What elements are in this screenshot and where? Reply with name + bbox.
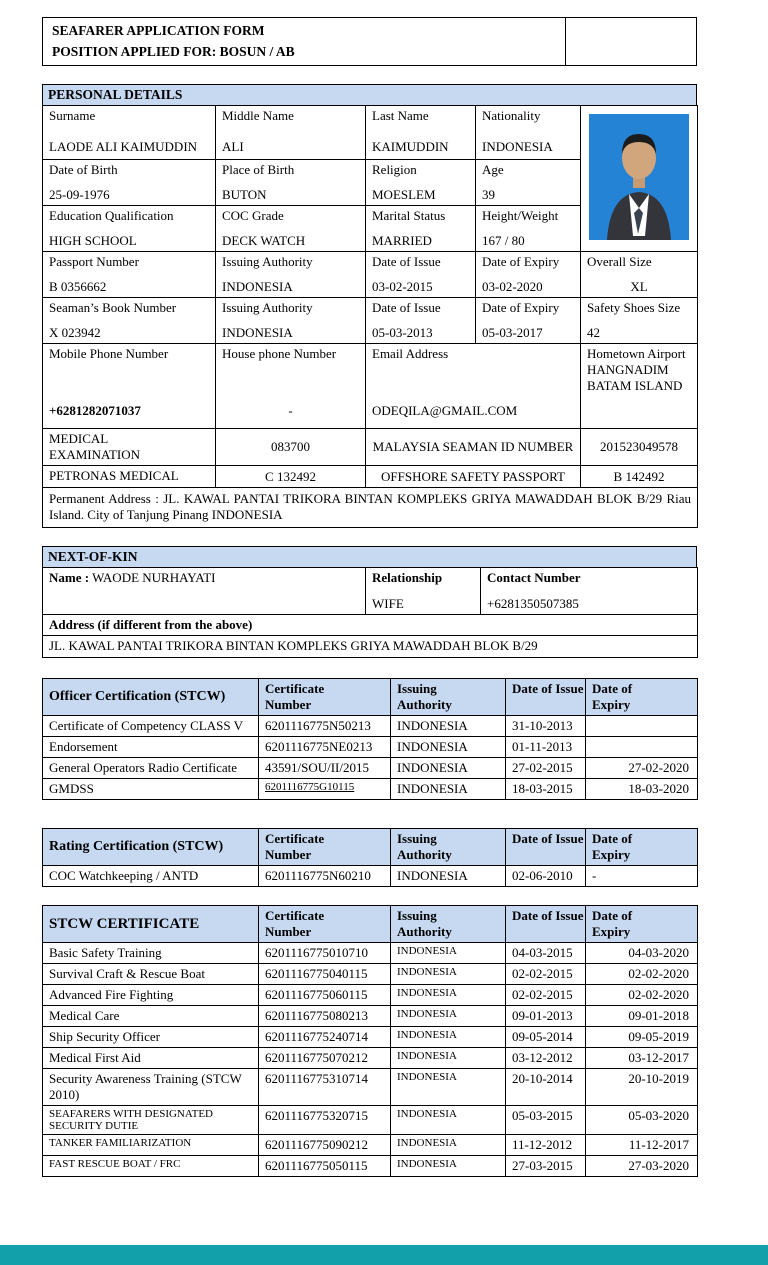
next-of-kin-header: NEXT-OF-KIN [42, 546, 697, 568]
cert-issue-date: 20-10-2014 [506, 1069, 586, 1106]
seaman-book-value: X 023942 [49, 325, 101, 340]
petronas-medical-cell [43, 466, 216, 488]
middle-name-cell [216, 106, 366, 160]
education-value: HIGH SCHOOL [49, 233, 137, 248]
footer-bar [0, 1245, 768, 1265]
cert-name: COC Watchkeeping / ANTD [43, 866, 259, 887]
cert-expiry-date: 27-02-2020 [586, 758, 698, 779]
table-row [43, 1069, 698, 1106]
header-date-of-expiry [586, 679, 698, 716]
email-label: Email Address [372, 346, 449, 361]
cert-expiry-date: 04-03-2020 [586, 943, 698, 964]
kin-relationship-cell [366, 568, 481, 615]
kin-address-label-cell: Address (if different from the above) [43, 615, 698, 636]
overall-size-cell [581, 252, 698, 298]
cert-authority: INDONESIA [391, 1069, 506, 1106]
table-row [43, 779, 698, 800]
cert-authority: INDONESIA [391, 1006, 506, 1027]
religion-cell [366, 160, 476, 206]
table-row [43, 252, 698, 298]
header-date-of-expiry [586, 906, 698, 943]
book-authority-value: INDONESIA [222, 325, 293, 340]
cert-issue-date: 02-02-2015 [506, 985, 586, 1006]
next-of-kin-table [42, 567, 698, 658]
surname-label: Surname [49, 108, 96, 123]
header-date-of-expiry [586, 829, 698, 866]
cert-issue-date: 02-02-2015 [506, 964, 586, 985]
cert-name: FAST RESCUE BOAT / FRC [43, 1156, 259, 1177]
book-authority-cell [216, 298, 366, 344]
kin-name-value: WAODE NURHAYATI [92, 570, 216, 585]
header-label: Issuing Authority [397, 831, 452, 862]
cert-number: 6201116775010710 [259, 943, 391, 964]
cert-number: 6201116775050115 [259, 1156, 391, 1177]
passport-issue-label: Date of Issue [372, 254, 441, 269]
marital-status-cell [366, 206, 476, 252]
malaysia-id-label: MALAYSIA SEAMAN ID NUMBER [372, 439, 574, 454]
cert-issue-date: 27-02-2015 [506, 758, 586, 779]
table-row [43, 488, 698, 528]
cert-name: Security Awareness Training (STCW 2010) [43, 1069, 259, 1106]
cert-authority: INDONESIA [391, 1027, 506, 1048]
header-label: Certificate Number [265, 908, 325, 939]
hometown-airport-label: Hometown Airport HANGNADIM BATAM ISLAND [587, 346, 686, 393]
cert-expiry-date: 11-12-2017 [586, 1135, 698, 1156]
age-value: 39 [482, 187, 495, 202]
table-row [43, 568, 698, 615]
age-label: Age [482, 162, 504, 177]
header-date-of-issue [506, 679, 586, 716]
header-label: Date of Expiry [592, 831, 633, 862]
surname-value: LAODE ALI KAIMUDDIN [49, 139, 198, 154]
cert-name: Certificate of Competency CLASS V [43, 716, 259, 737]
cert-authority: INDONESIA [391, 943, 506, 964]
religion-value: MOESLEM [372, 187, 436, 202]
cert-expiry-date: 02-02-2020 [586, 985, 698, 1006]
house-phone-value: - [288, 403, 293, 418]
mobile-phone-label: Mobile Phone Number [49, 346, 169, 361]
cert-issue-date: 03-12-2012 [506, 1048, 586, 1069]
passport-expiry-cell [476, 252, 581, 298]
cert-name: Ship Security Officer [43, 1027, 259, 1048]
cert-issue-date: 31-10-2013 [506, 716, 586, 737]
cert-issue-date: 09-05-2014 [506, 1027, 586, 1048]
overall-size-value: XL [630, 279, 648, 294]
kin-name-label: Name : [49, 570, 90, 585]
height-weight-cell [476, 206, 581, 252]
cert-number: 6201116775320715 [259, 1106, 391, 1135]
cert-name: Medical First Aid [43, 1048, 259, 1069]
cert-expiry-date [586, 716, 698, 737]
table-row [43, 636, 698, 658]
cert-expiry-date: 09-05-2019 [586, 1027, 698, 1048]
cert-issue-date: 02-06-2010 [506, 866, 586, 887]
table-header-row [43, 906, 698, 943]
cert-number: 6201116775080213 [259, 1006, 391, 1027]
header-label: Issuing Authority [397, 908, 452, 939]
cert-number: 6201116775240714 [259, 1027, 391, 1048]
form-header [42, 17, 697, 66]
email-value: ODEQILA@GMAIL.COM [372, 403, 518, 418]
middle-name-value: ALI [222, 139, 244, 154]
seaman-book-cell [43, 298, 216, 344]
table-row [43, 1106, 698, 1135]
cert-authority: INDONESIA [391, 1106, 506, 1135]
cert-name: Endorsement [43, 737, 259, 758]
shoes-size-label: Safety Shoes Size [587, 300, 681, 315]
cert-number: 6201116775310714 [259, 1069, 391, 1106]
applicant-photo-cell [581, 106, 698, 252]
header-label: Certificate Number [265, 831, 325, 862]
cert-expiry-date: 20-10-2019 [586, 1069, 698, 1106]
cert-authority: INDONESIA [391, 1156, 506, 1177]
book-issue-label: Date of Issue [372, 300, 441, 315]
kin-name-cell [43, 568, 366, 615]
medical-exam-cell [43, 429, 216, 466]
shoes-size-cell [581, 298, 698, 344]
header-certificate-number [259, 829, 391, 866]
kin-address-value-cell: JL. KAWAL PANTAI TRIKORA BINTAN KOMPLEKS GRIYA MAWADDAH BLOK B/29 [43, 636, 698, 658]
table-row [43, 985, 698, 1006]
cert-number: 6201116775040115 [259, 964, 391, 985]
header-date-of-issue [506, 906, 586, 943]
malaysia-id-number-cell [581, 429, 698, 466]
passport-expiry-value: 03-02-2020 [482, 279, 543, 294]
malaysia-id-number: 201523049578 [600, 439, 678, 454]
seaman-book-label: Seaman’s Book Number [49, 300, 177, 315]
cert-authority: INDONESIA [391, 716, 506, 737]
cert-expiry-date: 02-02-2020 [586, 964, 698, 985]
table-row [43, 758, 698, 779]
form-header-text [43, 18, 565, 65]
offshore-passport-label-cell [366, 466, 581, 488]
table-header-row [43, 829, 698, 866]
table-row [43, 1135, 698, 1156]
header-date-of-issue [506, 829, 586, 866]
applicant-photo [589, 114, 689, 240]
date-of-birth-value: 25-09-1976 [49, 187, 110, 202]
cert-name: Medical Care [43, 1006, 259, 1027]
header-label: Date of Issue [512, 831, 584, 846]
form-title: SEAFARER APPLICATION FORM [52, 23, 265, 38]
table-row [43, 466, 698, 488]
cert-number: 6201116775NE0213 [259, 737, 391, 758]
cert-number: 6201116775N50213 [259, 716, 391, 737]
book-expiry-label: Date of Expiry [482, 300, 560, 315]
shoes-size-value: 42 [587, 325, 600, 340]
malaysia-id-label-cell [366, 429, 581, 466]
cert-number: 43591/SOU/II/2015 [259, 758, 391, 779]
cert-issue-date: 09-01-2013 [506, 1006, 586, 1027]
house-phone-cell [216, 344, 366, 429]
position-applied: POSITION APPLIED FOR: BOSUN / AB [52, 44, 295, 59]
cert-name: General Operators Radio Certificate [43, 758, 259, 779]
table-row [43, 429, 698, 466]
date-of-birth-cell [43, 160, 216, 206]
cert-name: GMDSS [43, 779, 259, 800]
cert-authority: INDONESIA [391, 737, 506, 758]
kin-contact-value: +6281350507385 [487, 596, 579, 611]
last-name-value: KAIMUDDIN [372, 139, 449, 154]
religion-label: Religion [372, 162, 417, 177]
date-of-birth-label: Date of Birth [49, 162, 118, 177]
passport-issue-value: 03-02-2015 [372, 279, 433, 294]
cert-expiry-date [586, 737, 698, 758]
mobile-phone-value: +6281282071037 [49, 403, 141, 418]
cert-expiry-date: 05-03-2020 [586, 1106, 698, 1135]
nationality-label: Nationality [482, 108, 541, 123]
header-issuing-authority [391, 679, 506, 716]
offshore-passport-number: B 142492 [613, 468, 665, 484]
offshore-passport-number-cell [581, 466, 698, 488]
offshore-passport-label: OFFSHORE SAFETY PASSPORT [381, 468, 565, 484]
form-content [42, 17, 697, 1177]
cert-expiry-date: - [586, 866, 698, 887]
medical-exam-number-cell [216, 429, 366, 466]
middle-name-label: Middle Name [222, 108, 294, 123]
cert-authority: INDONESIA [391, 964, 506, 985]
cert-issue-date: 05-03-2015 [506, 1106, 586, 1135]
overall-size-label: Overall Size [587, 254, 652, 269]
officer-certification-table [42, 678, 698, 800]
header-label: Certificate Number [265, 681, 325, 712]
surname-cell [43, 106, 216, 160]
table-row [43, 1156, 698, 1177]
passport-authority-label: Issuing Authority [222, 254, 313, 269]
passport-number-cell [43, 252, 216, 298]
petronas-medical-label: PETRONAS MEDICAL [49, 468, 179, 483]
cert-expiry-date: 09-01-2018 [586, 1006, 698, 1027]
header-label: Date of Issue [512, 908, 584, 923]
personal-details-table [42, 105, 698, 528]
mobile-phone-cell [43, 344, 216, 429]
cert-expiry-date: 03-12-2017 [586, 1048, 698, 1069]
cert-name: Survival Craft & Rescue Boat [43, 964, 259, 985]
cert-expiry-date: 27-03-2020 [586, 1156, 698, 1177]
place-of-birth-cell [216, 160, 366, 206]
petronas-number: C 132492 [265, 468, 316, 484]
coc-grade-cell [216, 206, 366, 252]
header-issuing-authority [391, 906, 506, 943]
kin-relationship-label: Relationship [372, 570, 443, 585]
house-phone-label: House phone Number [222, 346, 337, 361]
passport-number-value: B 0356662 [49, 279, 107, 294]
table-row [43, 866, 698, 887]
cert-number: 6201116775090212 [259, 1135, 391, 1156]
header-label: Date of Expiry [592, 908, 633, 939]
cert-name: SEAFARERS WITH DESIGNATED SECURITY DUTIE [43, 1106, 259, 1135]
cert-expiry-date: 18-03-2020 [586, 779, 698, 800]
petronas-number-cell [216, 466, 366, 488]
cert-name: Basic Safety Training [43, 943, 259, 964]
passport-issue-cell [366, 252, 476, 298]
table-header-row [43, 679, 698, 716]
marital-status-label: Marital Status [372, 208, 446, 223]
officer-table-title: Officer Certification (STCW) [43, 679, 259, 716]
table-row [43, 737, 698, 758]
header-certificate-number [259, 679, 391, 716]
coc-grade-value: DECK WATCH [222, 233, 306, 248]
book-issue-cell [366, 298, 476, 344]
header-label: Issuing Authority [397, 681, 452, 712]
cert-number: 6201116775070212 [259, 1048, 391, 1069]
education-cell [43, 206, 216, 252]
age-cell [476, 160, 581, 206]
height-weight-label: Height/Weight [482, 208, 559, 223]
table-row [43, 716, 698, 737]
nationality-cell [476, 106, 581, 160]
stcw-certificate-table [42, 905, 698, 1177]
table-row [43, 344, 698, 429]
book-authority-label: Issuing Authority [222, 300, 313, 315]
stcw-table-title: STCW CERTIFICATE [43, 906, 259, 943]
header-certificate-number [259, 906, 391, 943]
cert-authority: INDONESIA [391, 985, 506, 1006]
table-row [43, 943, 698, 964]
passport-number-label: Passport Number [49, 254, 139, 269]
cert-authority: INDONESIA [391, 779, 506, 800]
cert-issue-date: 11-12-2012 [506, 1135, 586, 1156]
cert-authority: INDONESIA [391, 1135, 506, 1156]
coc-grade-label: COC Grade [222, 208, 284, 223]
place-of-birth-label: Place of Birth [222, 162, 295, 177]
last-name-label: Last Name [372, 108, 429, 123]
rating-table-title: Rating Certification (STCW) [43, 829, 259, 866]
last-name-cell [366, 106, 476, 160]
medical-exam-number: 083700 [271, 439, 310, 454]
cert-name: TANKER FAMILIARIZATION [43, 1135, 259, 1156]
header-empty-cell [565, 18, 696, 65]
table-row [43, 615, 698, 636]
cert-number: 6201116775N60210 [259, 866, 391, 887]
rating-certification-table [42, 828, 698, 887]
hometown-airport-cell [581, 344, 698, 429]
education-label: Education Qualification [49, 208, 174, 223]
kin-relationship-value: WIFE [372, 596, 404, 611]
cert-issue-date: 01-11-2013 [506, 737, 586, 758]
header-label: Date of Expiry [592, 681, 633, 712]
passport-authority-cell [216, 252, 366, 298]
book-issue-value: 05-03-2013 [372, 325, 433, 340]
book-expiry-cell [476, 298, 581, 344]
height-weight-value: 167 / 80 [482, 233, 525, 248]
email-cell [366, 344, 581, 429]
cert-name: Advanced Fire Fighting [43, 985, 259, 1006]
table-row [43, 1048, 698, 1069]
header-issuing-authority [391, 829, 506, 866]
table-row [43, 1006, 698, 1027]
kin-contact-cell [481, 568, 698, 615]
marital-status-value: MARRIED [372, 233, 432, 248]
table-row [43, 1027, 698, 1048]
table-row [43, 298, 698, 344]
personal-details-header: PERSONAL DETAILS [42, 84, 697, 106]
header-label: Date of Issue [512, 681, 584, 696]
passport-expiry-label: Date of Expiry [482, 254, 560, 269]
cert-issue-date: 04-03-2015 [506, 943, 586, 964]
book-expiry-value: 05-03-2017 [482, 325, 543, 340]
cert-issue-date: 18-03-2015 [506, 779, 586, 800]
passport-authority-value: INDONESIA [222, 279, 293, 294]
medical-exam-label: MEDICAL EXAMINATION [49, 431, 140, 462]
nationality-value: INDONESIA [482, 139, 553, 154]
cert-issue-date: 27-03-2015 [506, 1156, 586, 1177]
table-row [43, 964, 698, 985]
table-row [43, 106, 698, 160]
place-of-birth-value: BUTON [222, 187, 267, 202]
cert-authority: INDONESIA [391, 866, 506, 887]
cert-authority: INDONESIA [391, 1048, 506, 1069]
permanent-address-cell: Permanent Address : JL. KAWAL PANTAI TRIKORA BINTAN KOMPLEKS GRIYA MAWADDAH BLOK B/29 Riau Island. City of Tanjung Pinang INDONESIA [43, 488, 698, 528]
cert-number: 6201116775060115 [259, 985, 391, 1006]
kin-contact-label: Contact Number [487, 570, 581, 585]
cert-authority: INDONESIA [391, 758, 506, 779]
cert-number: 6201116775G10115 [259, 779, 391, 800]
